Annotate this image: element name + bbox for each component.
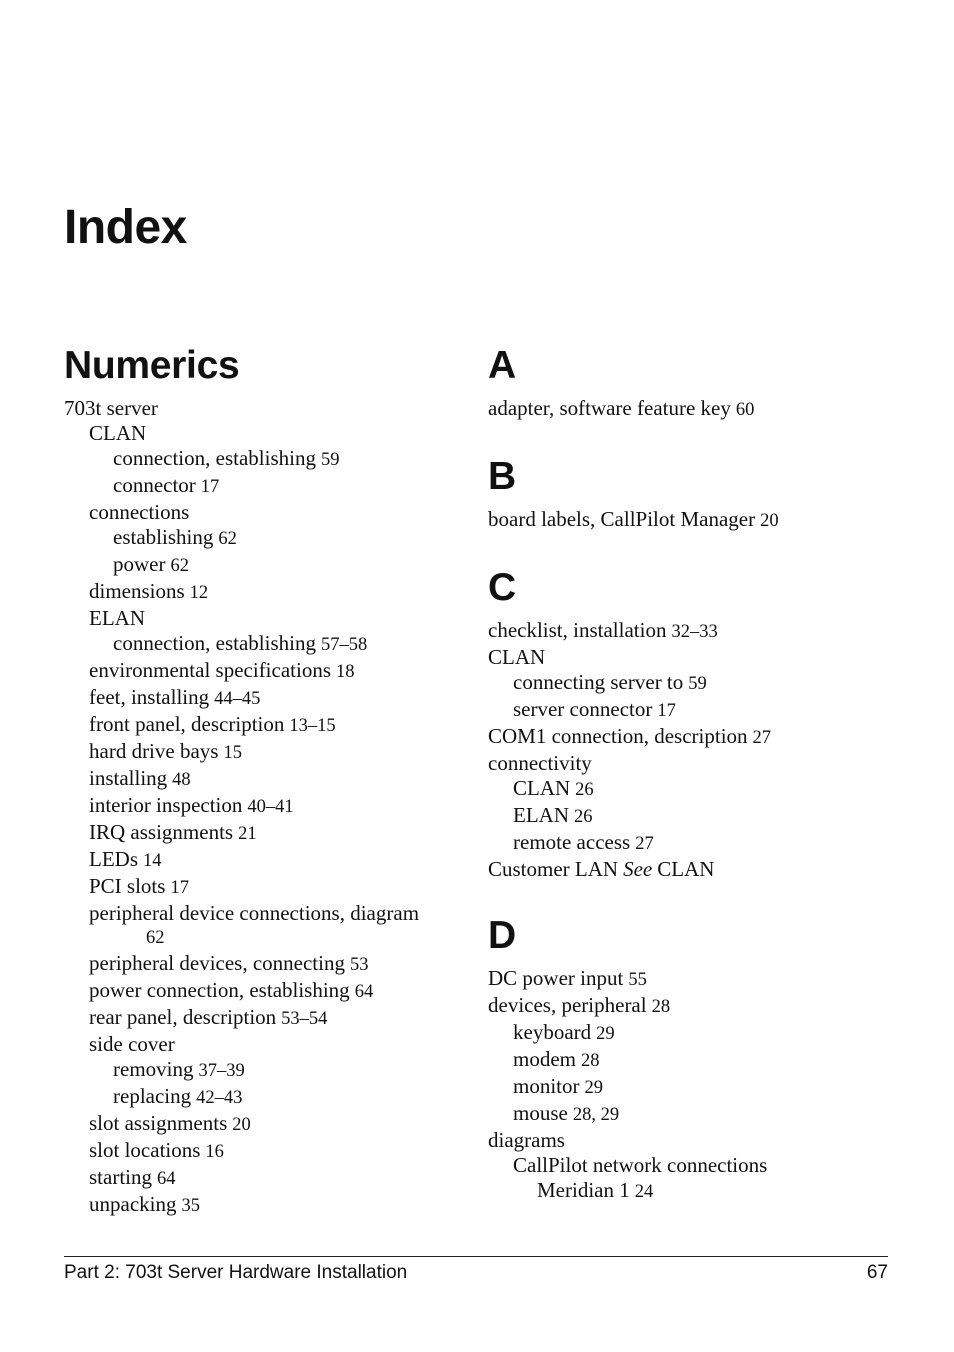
- footer-part-title: Part 2: 703t Server Hardware Installation: [64, 1262, 408, 1283]
- index-entry: CLAN: [488, 645, 546, 669]
- section-heading-numerics: Numerics: [64, 344, 240, 387]
- index-entry: connection, establishing 57–58: [113, 631, 368, 655]
- page-reference: 44–45: [214, 689, 261, 709]
- page-reference: 24: [634, 1182, 654, 1202]
- page-reference: 17: [657, 701, 676, 721]
- page-reference: 27: [635, 834, 654, 854]
- index-entry: connector 17: [113, 473, 220, 497]
- section-heading-a: A: [488, 344, 516, 387]
- index-entry: connections: [89, 500, 190, 524]
- index-entry: peripheral devices, connecting 53: [89, 951, 369, 975]
- index-entry: hard drive bays 15: [89, 739, 242, 763]
- index-list-numerics: [64, 396, 464, 1219]
- page-reference: 53–54: [281, 1009, 328, 1029]
- page-reference: 29: [596, 1024, 615, 1044]
- index-column-right: [488, 336, 908, 1205]
- page-reference: 16: [205, 1142, 224, 1162]
- index-list-b: [488, 507, 908, 534]
- index-entry: replacing 42–43: [113, 1084, 243, 1108]
- index-entry: unpacking 35: [89, 1192, 200, 1216]
- index-entry: environmental specifications 18: [89, 658, 355, 682]
- page-reference: 14: [143, 851, 162, 871]
- index-entry: remote access 27: [513, 830, 654, 854]
- index-entry: Customer LAN See CLAN: [488, 857, 715, 881]
- page-reference: 20: [232, 1115, 251, 1135]
- index-entry: COM1 connection, description 27: [488, 724, 772, 748]
- index-column-left: [64, 336, 464, 1219]
- page-reference: 28: [581, 1051, 600, 1071]
- index-entry: DC power input 55: [488, 966, 647, 990]
- index-entry: devices, peripheral 28: [488, 993, 671, 1017]
- index-entry: front panel, description 13–15: [89, 712, 336, 736]
- page-reference: 26: [574, 807, 593, 827]
- index-entry: connectivity: [488, 751, 592, 775]
- page-reference: 60: [735, 400, 755, 420]
- index-entry: monitor 29: [513, 1074, 603, 1098]
- index-entry: connection, establishing 59: [113, 446, 340, 470]
- index-entry: keyboard 29: [513, 1020, 615, 1044]
- index-entry: ELAN 26: [513, 803, 593, 827]
- page-title: Index: [64, 201, 187, 254]
- page-reference: 18: [336, 662, 355, 682]
- page-reference: 27: [752, 728, 772, 748]
- index-entry: power 62: [113, 552, 189, 576]
- index-entry: peripheral device connections, diagram 62: [64, 901, 464, 951]
- index-entry: modem 28: [513, 1047, 600, 1071]
- index-entry: feet, installing 44–45: [89, 685, 261, 709]
- page-reference: 21: [238, 824, 257, 844]
- page-reference: 17: [170, 878, 189, 898]
- index-entry: PCI slots 17: [89, 874, 189, 898]
- page-reference: 57–58: [320, 635, 368, 655]
- page-reference: 64: [157, 1169, 176, 1189]
- page-reference: 15: [223, 743, 242, 763]
- index-entry: removing 37–39: [113, 1057, 245, 1081]
- page-reference: 13–15: [289, 716, 336, 736]
- index-entry: CLAN 26: [513, 776, 594, 800]
- index-entry: checklist, installation 32–33: [488, 618, 718, 642]
- index-entry: diagrams: [488, 1128, 565, 1152]
- index-entry: installing 48: [89, 766, 191, 790]
- page-reference: 64: [354, 982, 374, 1002]
- page-reference: 59: [320, 450, 340, 470]
- page-reference: 62: [146, 928, 165, 948]
- page-reference: 28: [651, 997, 671, 1017]
- page-reference: 17: [200, 477, 220, 497]
- page-reference: 62: [170, 556, 189, 576]
- index-entry: side cover: [89, 1032, 175, 1056]
- footer-divider: [64, 1256, 888, 1257]
- index-entry: slot assignments 20: [89, 1111, 251, 1135]
- page-reference: 40–41: [247, 797, 294, 817]
- index-list-c: [488, 618, 908, 882]
- index-entry: power connection, establishing 64: [89, 978, 374, 1002]
- index-entry: ELAN: [89, 606, 145, 630]
- page-reference: 12: [189, 583, 209, 603]
- page-reference: 26: [575, 780, 594, 800]
- page-reference: 37–39: [198, 1061, 245, 1081]
- page-reference: 59: [688, 674, 707, 694]
- section-heading-c: C: [488, 566, 516, 609]
- index-entry: server connector 17: [513, 697, 676, 721]
- page-reference: 32–33: [671, 622, 718, 642]
- page-reference: 62: [218, 529, 237, 549]
- index-entry: 703t server: [64, 396, 158, 420]
- index-entry: CLAN: [89, 421, 147, 445]
- index-entry: connecting server to 59: [513, 670, 707, 694]
- page-reference: 20: [760, 511, 779, 531]
- page-reference: 55: [628, 970, 647, 990]
- section-heading-b: B: [488, 455, 516, 498]
- index-entry: LEDs 14: [89, 847, 162, 871]
- see-target: CLAN: [657, 857, 715, 881]
- index-entry: starting 64: [89, 1165, 176, 1189]
- page-reference: 29: [584, 1078, 603, 1098]
- page-reference: 35: [181, 1196, 200, 1216]
- section-heading-d: D: [488, 914, 516, 957]
- see-reference: See: [623, 857, 653, 881]
- index-entry: dimensions 12: [89, 579, 209, 603]
- footer-page-number: 67: [866, 1262, 888, 1283]
- index-entry: Meridian 1 24: [537, 1178, 654, 1202]
- page-reference: 28, 29: [572, 1105, 620, 1125]
- page-reference: 53: [349, 955, 369, 975]
- index-entry: board labels, CallPilot Manager 20: [488, 507, 779, 531]
- index-entry: CallPilot network connections: [513, 1153, 768, 1177]
- index-list-a: [488, 396, 908, 423]
- index-entry: establishing 62: [113, 525, 237, 549]
- page-reference: 42–43: [196, 1088, 243, 1108]
- index-list-d: [488, 966, 908, 1205]
- index-entry: IRQ assignments 21: [89, 820, 257, 844]
- index-entry: mouse 28, 29: [513, 1101, 620, 1125]
- index-entry: slot locations 16: [89, 1138, 224, 1162]
- index-entry: interior inspection 40–41: [89, 793, 294, 817]
- page-reference: 48: [172, 770, 191, 790]
- index-entry: adapter, software feature key 60: [488, 396, 755, 420]
- index-entry: rear panel, description 53–54: [89, 1005, 328, 1029]
